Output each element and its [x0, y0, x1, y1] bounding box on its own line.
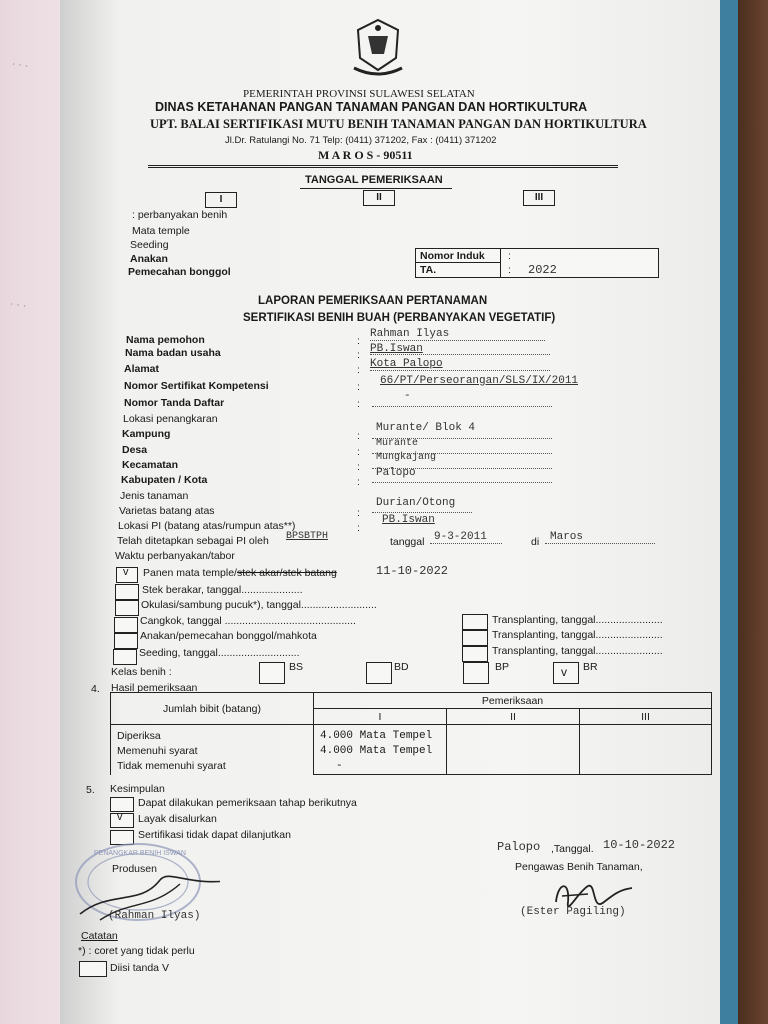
waktu-checkbox[interactable]: [115, 584, 139, 600]
results-row-label: Memenuhi syarat: [117, 745, 198, 758]
kelas-checkbox-bd[interactable]: [366, 662, 392, 684]
field-value-certificate: 66/PT/Perseorangan/SLS/IX/2011: [380, 375, 579, 387]
kelas-option: BP: [495, 661, 510, 673]
index-nomor-label: Nomor Induk: [420, 250, 485, 262]
field-label: Nomor Tanda Daftar: [124, 397, 225, 409]
plant-lokasi-label: Lokasi PI (batang atas/rumpun atas**): [118, 520, 296, 532]
header-city: M A R O S - 90511: [318, 148, 413, 162]
exam-date-box-2[interactable]: II: [363, 190, 395, 206]
kelas-option: BR: [583, 661, 598, 673]
pengawas-label: Pengawas Benih Tanaman,: [515, 861, 643, 873]
produsen-name: (Rahman Ilyas): [108, 910, 201, 922]
waktu-checkbox[interactable]: [114, 633, 138, 649]
index-colon: :: [508, 264, 511, 276]
plant-di-value: Maros: [550, 531, 584, 543]
ghost-text: ···: [7, 298, 29, 314]
field-label: Alamat: [124, 363, 160, 375]
plant-tanggal-label: tanggal: [390, 536, 425, 548]
kesimpulan-checkbox[interactable]: [110, 813, 134, 828]
notes-line2: Diisi tanda V: [110, 962, 169, 974]
plant-jenis-label: Jenis tanaman: [120, 490, 189, 502]
hasil-number: 4.: [91, 683, 100, 695]
results-row-label: Tidak memenuhi syarat: [117, 760, 226, 773]
results-row-labels: [111, 725, 314, 775]
location-label: Desa: [122, 444, 148, 456]
report-title: LAPORAN PEMERIKSAAN PERTANAMAN: [258, 295, 488, 307]
waktu-title: Waktu perbanyakan/tabor: [115, 550, 235, 562]
waktu-checkbox[interactable]: [113, 649, 137, 665]
results-value: -: [336, 760, 343, 772]
field-label: Nama badan usaha: [125, 347, 221, 359]
field-value-register: -: [404, 390, 411, 402]
location-label: Kecamatan: [122, 459, 179, 471]
plant-ditetapkan-label: Telah ditetapkan sebagai PI oleh: [117, 535, 269, 547]
kelas-checkbox-bp[interactable]: [463, 662, 489, 684]
notes-title: Catatan: [81, 930, 118, 942]
kelas-label: Kelas benih :: [111, 666, 172, 678]
plant-di-label: di: [531, 536, 540, 548]
kesimpulan-item: Dapat dilakukan pemeriksaan tahap berikutnya: [138, 797, 357, 809]
sign-place: Palopo: [497, 840, 541, 854]
results-roman: I: [314, 709, 447, 725]
field-value-applicant: Rahman Ilyas: [370, 328, 450, 340]
transplant-item: Transplanting, tanggal.......................: [492, 645, 663, 657]
method-item: Pemecahan bonggol: [128, 266, 231, 278]
index-box-divider: [500, 248, 501, 278]
sign-date: 10-10-2022: [603, 838, 676, 852]
panen-label: Panen mata temple/stek akar/stek batang: [143, 567, 337, 579]
check-mark: v: [123, 566, 129, 578]
exam-date-title: TANGGAL PEMERIKSAAN: [305, 174, 443, 186]
ghost-text: ···: [9, 58, 31, 74]
waktu-item: Cangkok, tanggal .............................................: [140, 615, 356, 627]
results-value: 4.000 Mata Tempel: [320, 745, 433, 757]
check-mark: v: [561, 665, 567, 679]
report-subtitle: SERTIFIKASI BENIH BUAH (PERBANYAKAN VEGETATIF): [243, 312, 556, 324]
results-roman: II: [447, 709, 580, 725]
exam-date-underline: [300, 188, 452, 189]
hasil-title: Hasil pemeriksaan: [111, 682, 198, 694]
notes-line1: *) : coret yang tidak perlu: [78, 945, 195, 957]
location-title: Lokasi penangkaran: [123, 413, 218, 425]
kesimpulan-number: 5.: [86, 784, 95, 796]
header-address: Jl.Dr. Ratulangi No. 71 Telp: (0411) 371202, Fax : (0411) 371202: [225, 135, 497, 146]
transplant-item: Transplanting, tanggal.......................: [492, 614, 663, 626]
index-box-hline: [415, 262, 501, 263]
method-item: Mata temple: [132, 225, 190, 237]
produsen-label: Produsen: [112, 863, 157, 875]
transplant-checkbox[interactable]: [462, 630, 488, 646]
field-label: Nama pemohon: [126, 334, 205, 346]
panen-checkbox[interactable]: [116, 567, 138, 583]
results-empty-cell: [447, 725, 580, 775]
plant-lokasi-value: PB.Iswan: [382, 514, 435, 526]
results-value: 4.000 Mata Tempel: [320, 730, 433, 742]
panen-date: 11-10-2022: [376, 564, 449, 578]
results-row-label: Diperiksa: [117, 730, 161, 743]
stamp-text: PENANGKAR BENIH ISWAN: [94, 850, 186, 857]
results-values: [314, 725, 447, 775]
location-value-desa: Murante: [376, 438, 419, 449]
kelas-checkbox-br[interactable]: [553, 662, 579, 684]
sign-tanggal-label: ,Tanggal.: [551, 843, 594, 855]
field-value-address: Kota Palopo: [370, 358, 443, 370]
method-label: : perbanyakan benih: [132, 209, 228, 221]
results-roman: III: [580, 709, 712, 725]
waktu-checkbox[interactable]: [114, 617, 138, 633]
results-empty-cell: [580, 725, 712, 775]
location-label: Kabupaten / Kota: [121, 474, 208, 486]
field-value-business: PB.Iswan: [370, 343, 423, 355]
transplant-item: Transplanting, tanggal.......................: [492, 629, 663, 641]
method-item: Anakan: [130, 253, 168, 265]
location-value-village: Murante/ Blok 4: [376, 422, 476, 434]
index-colon: :: [508, 250, 511, 262]
check-mark: v: [117, 811, 123, 823]
plant-varietas-label: Varietas batang atas: [119, 505, 215, 517]
header-line1: PEMERINTAH PROVINSI SULAWESI SELATAN: [243, 88, 475, 100]
waktu-item: Okulasi/sambung pucuk*), tanggal..........................: [141, 599, 377, 611]
index-ta-label: TA.: [420, 264, 437, 276]
field-label: Nomor Sertifikat Kompetensi: [124, 380, 269, 392]
location-label: Kampung: [122, 428, 171, 440]
results-table: [110, 692, 712, 775]
plant-tanggal-value: 9-3-2011: [434, 531, 487, 543]
plant-ditetapkan-value: BPSBTPH: [286, 531, 329, 542]
kelas-option: BS: [289, 661, 304, 673]
index-ta-value: 2022: [528, 263, 557, 277]
header-line3: UPT. BALAI SERTIFIKASI MUTU BENIH TANAMAN PANGAN DAN HORTIKULTURA: [150, 117, 647, 131]
results-pemeriksaan-header: Pemeriksaan: [314, 693, 712, 709]
header-divider: [148, 165, 618, 168]
kesimpulan-item: Sertifikasi tidak dapat dilanjutkan: [138, 829, 291, 841]
header-line2: DINAS KETAHANAN PANGAN TANAMAN PANGAN DAN HORTIKULTURA: [155, 100, 588, 114]
waktu-item: Anakan/pemecahan bonggol/mahkota: [140, 630, 317, 642]
kesimpulan-checkbox[interactable]: [110, 797, 134, 812]
location-value-district: Mungkajang: [376, 452, 437, 463]
exam-date-box-3[interactable]: III: [523, 190, 555, 206]
government-emblem-icon: [350, 18, 406, 80]
transplant-checkbox[interactable]: [462, 614, 488, 630]
kelas-option: BD: [394, 661, 409, 673]
method-item: Seeding: [130, 239, 169, 251]
waktu-item: Stek berakar, tanggal.....................: [142, 584, 303, 596]
plant-varietas-value: Durian/Otong: [376, 497, 456, 509]
waktu-item: Seeding, tanggal............................: [139, 647, 300, 659]
exam-date-box-1[interactable]: I: [205, 192, 237, 208]
pengawas-name: (Ester Pagiling): [520, 906, 626, 918]
results-col-header: Jumlah bibit (batang): [111, 693, 314, 725]
kesimpulan-item: Layak disalurkan: [138, 813, 217, 825]
notes-checkbox-example: [79, 961, 107, 977]
kelas-checkbox-bs[interactable]: [259, 662, 285, 684]
location-value-city: Palopo: [376, 467, 416, 479]
waktu-checkbox[interactable]: [115, 600, 139, 616]
transplant-checkbox[interactable]: [462, 646, 488, 662]
kesimpulan-title: Kesimpulan: [110, 783, 165, 795]
